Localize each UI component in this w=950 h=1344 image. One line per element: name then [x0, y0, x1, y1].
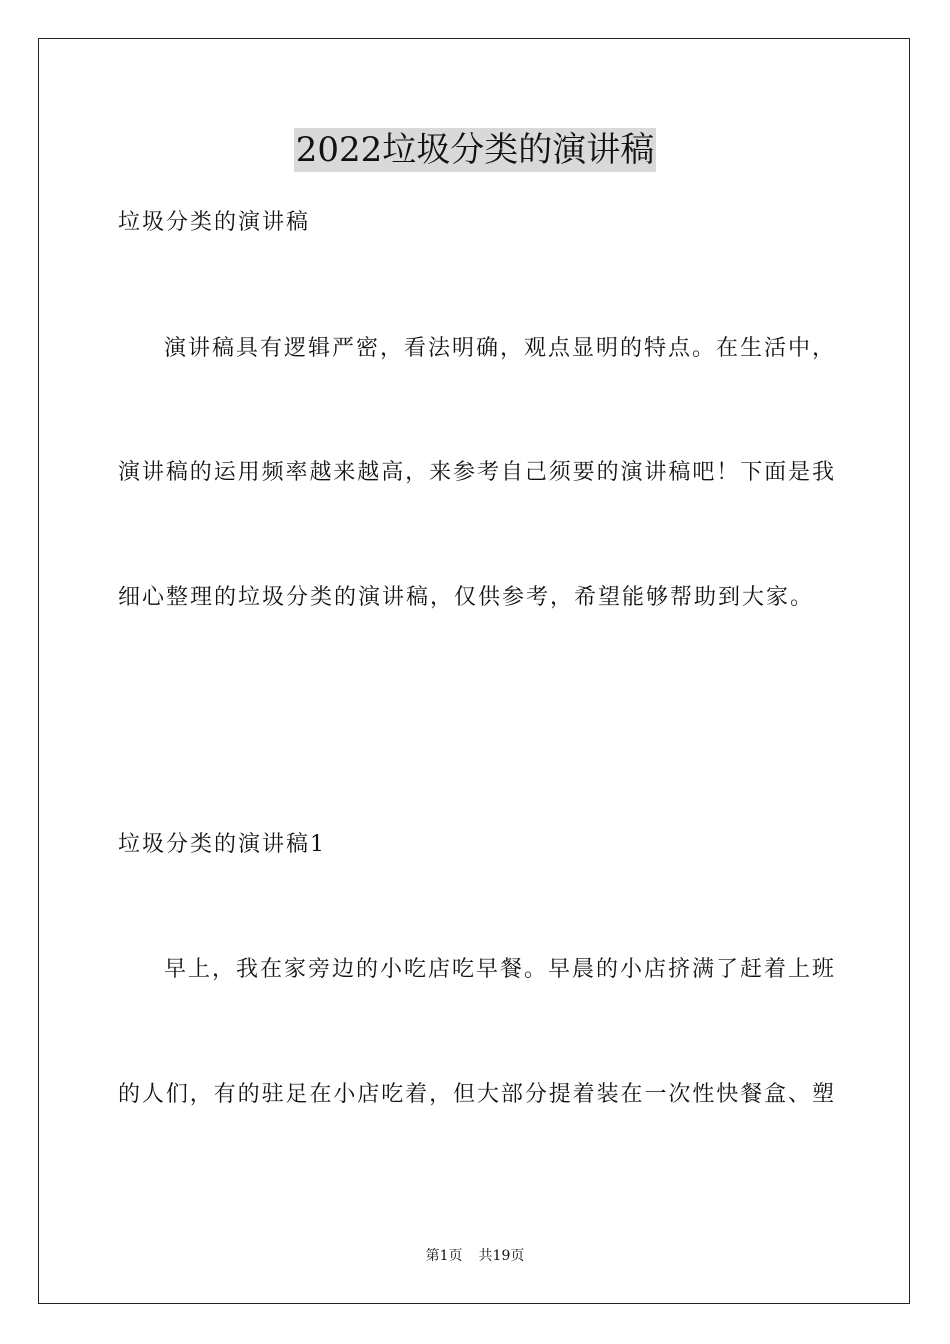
- page-footer: [0, 1246, 950, 1266]
- paragraph-line-3: 细心整理的垃圾分类的演讲稿，仅供参考，希望能够帮助到大家。: [118, 585, 815, 610]
- page-number: 第1页: [425, 1248, 463, 1264]
- paragraph-line-5: 的人们，有的驻足在小店吃着，但大部分提着装在一次性快餐盒、塑: [118, 1082, 834, 1107]
- page-total: 共19页: [478, 1248, 525, 1264]
- paragraph-line-2: 演讲稿的运用频率越来越高，来参考自己须要的演讲稿吧！下面是我: [118, 460, 834, 485]
- paragraph-line-1: 演讲稿具有逻辑严密，看法明确，观点显明的特点。在生活中，: [164, 336, 834, 361]
- title-container: [0, 128, 950, 172]
- paragraph-line-4: 早上，我在家旁边的小吃店吃早餐。早晨的小店挤满了赶着上班: [164, 957, 834, 982]
- subtitle-line: 垃圾分类的演讲稿: [118, 210, 311, 235]
- section-heading: 垃圾分类的演讲稿1: [118, 832, 326, 857]
- document-title: 2022垃圾分类的演讲稿: [295, 130, 655, 170]
